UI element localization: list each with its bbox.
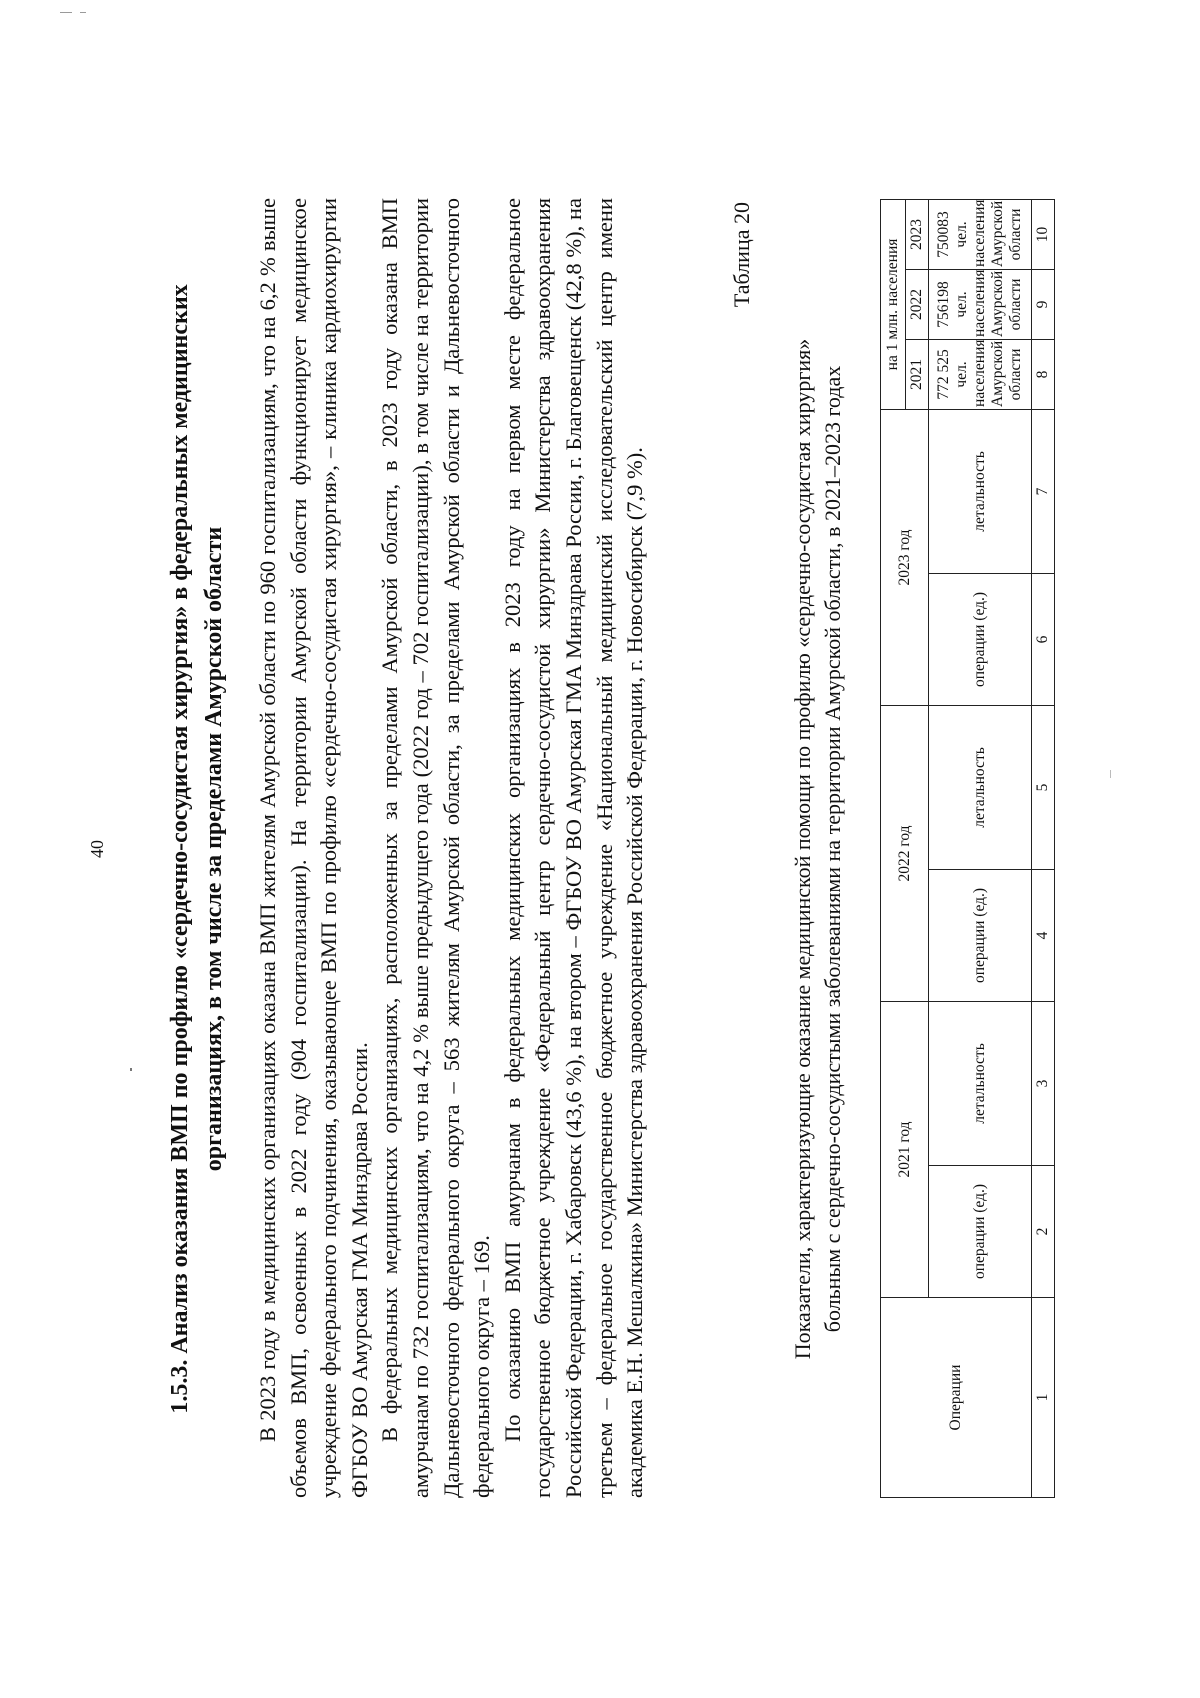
- header-year-2022: 2022 год: [881, 705, 929, 1001]
- column-number: 8: [1032, 339, 1055, 409]
- header-lethality: летальность: [929, 705, 1032, 869]
- table-caption-line-2: больным с сердечно-сосудистыми заболеваниями на территории Амурской области, в 2021–2023 годах: [820, 365, 845, 1333]
- section-heading-line-1: 1.5.3. Анализ оказания ВМП по профилю «сердечно-сосудистая хирургия» в федеральных медицинских: [167, 284, 193, 1414]
- header-pm-year: 2022: [906, 269, 929, 339]
- header-operations-units: операции (ед.): [929, 869, 1032, 1001]
- column-number: 1: [1032, 1298, 1055, 1498]
- column-number: 4: [1032, 869, 1055, 1001]
- paragraph: В 2023 году в медицинских организациях оказана ВМП жителям Амурской области по 960 госпитализациям, что на 6,2 % выше объемов ВМП, освоенных в 2022 году (904 госпитализации). На территории Амурской области функционирует медицинское учреждение федерального подчинения, оказывающее ВМП по профилю «сердечно-сосудистая хирургия», – клиника кардиохирургии ФГБОУ ВО Амурская ГМА Минздрава России.: [255, 198, 372, 1498]
- body-text: [253, 198, 651, 1498]
- column-number: 10: [1032, 199, 1055, 269]
- table-caption: [788, 200, 848, 1498]
- column-number: 3: [1032, 1001, 1055, 1165]
- paragraph: По оказанию ВМП амурчанам в федеральных медицинских организациях в 2023 году на первом месте федеральное государственное бюджетное учреждение «Федеральный центр сердечно-сосудистой хирургии» Министерства здравоохранения Российской Федерации, г. Хабаровск (43,6 %), на втором – ФГБОУ ВО Амурская ГМА Минздрава России, г. Благовещенск (42,8 %), на третьем – федеральное государственное бюджетное учреждение «Национальный медицинский исследовательский центр имени академика Е.Н. Мешалкина» Министерства здравоохранения Российской Федерации, г. Новосибирск (7,9 %).: [499, 198, 648, 1498]
- section-heading-line-2: организациях, в том числе за пределами Амурской области: [201, 526, 227, 1172]
- header-operations-units: операции (ед.): [929, 573, 1032, 705]
- header-lethality: летальность: [929, 1001, 1032, 1165]
- column-number: 5: [1032, 705, 1055, 869]
- header-per-million: на 1 млн. населения: [881, 199, 906, 409]
- page-number: 40: [87, 840, 107, 858]
- header-pm-year: 2023: [906, 199, 929, 269]
- header-year-2023: 2023 год: [881, 409, 929, 705]
- column-number-row: [1032, 199, 1055, 1497]
- table-label: Таблица 20: [729, 202, 754, 308]
- header-pm-population: 756198 чел. населения Амурской области: [929, 269, 1032, 339]
- column-number: 7: [1032, 409, 1055, 573]
- column-number: 9: [1032, 269, 1055, 339]
- row-header-operations: Операции: [881, 1298, 1032, 1498]
- column-number: 6: [1032, 573, 1055, 705]
- header-year-2021: 2021 год: [881, 1001, 929, 1297]
- column-number: 2: [1032, 1166, 1055, 1298]
- table-header-row: [881, 199, 906, 1497]
- table-caption-line-1: Показатели, характеризующие оказание медицинской помощи по профилю «сердечно-сосудистая хирургия»: [790, 338, 815, 1360]
- statistics-table: [880, 199, 1055, 1498]
- header-lethality: летальность: [929, 409, 1032, 573]
- header-pm-population: 750083 чел. населения Амурской области: [929, 199, 1032, 269]
- paragraph: В федеральных медицинских организациях, расположенных за пределами Амурской области, в 2023 году оказана ВМП амурчанам по 732 госпитализациям, что на 4,2 % выше предыдущего года (2022 год – 702 госпитализации), в том числе на территории Дальневосточного федерального округа – 563 жителям Амурской области, за пределами Амурской области и Дальневосточного федерального округа – 169.: [377, 198, 495, 1498]
- header-pm-year: 2021: [906, 339, 929, 409]
- section-heading: [163, 200, 231, 1498]
- header-operations-units: операции (ед.): [929, 1166, 1032, 1298]
- header-pm-population: 772 525 чел. населения Амурской области: [929, 339, 1032, 409]
